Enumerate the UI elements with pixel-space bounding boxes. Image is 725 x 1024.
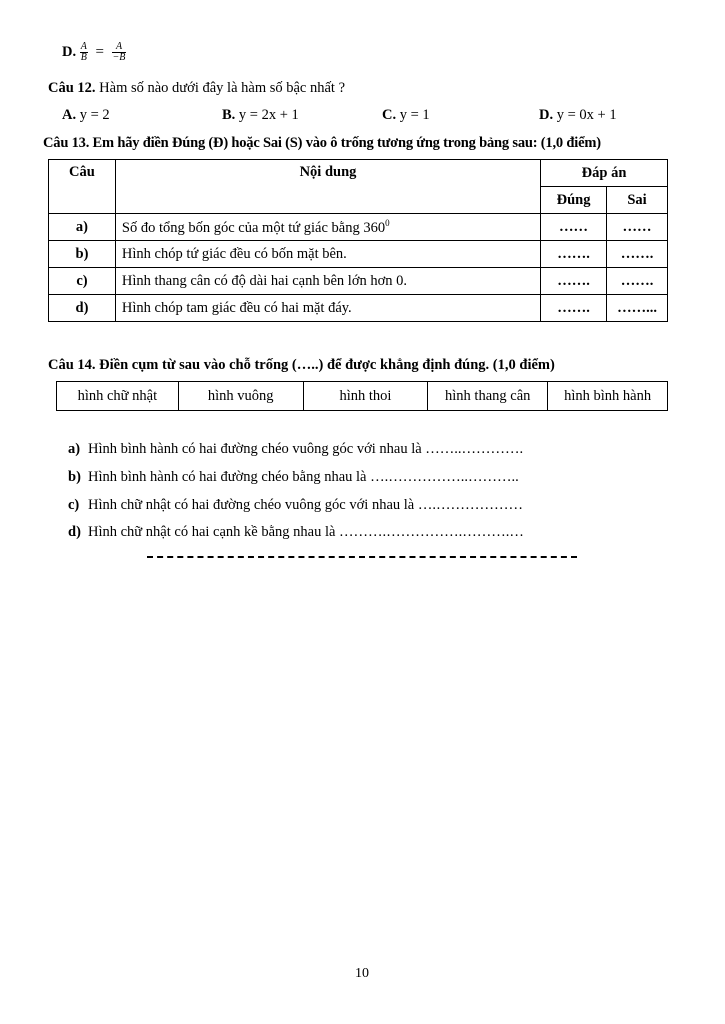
table-row bbox=[49, 214, 668, 241]
end-divider bbox=[147, 556, 577, 558]
item-text[interactable]: Hình bình hành có hai đường chéo vuông góc với nhau là ……..…………. bbox=[88, 441, 524, 457]
header-dap-an: Đáp án bbox=[541, 160, 668, 187]
page-number: 10 bbox=[355, 966, 369, 981]
fraction-rhs bbox=[112, 42, 127, 63]
equals-sign: = bbox=[95, 44, 104, 60]
phrase-cell: hình bình hành bbox=[548, 382, 668, 411]
answer-dung-blank[interactable]: ……. bbox=[541, 241, 607, 268]
header-cau: Câu bbox=[49, 160, 116, 214]
q12-option-b-label: B. bbox=[222, 107, 236, 123]
item-text[interactable]: Hình chữ nhật có hai đường chéo vuông góc với nhau là ….……………… bbox=[88, 497, 523, 513]
phrase-row bbox=[57, 382, 668, 411]
q14-title-text: Câu 14. Điền cụm từ sau vào chỗ trống (…..) để được khẳng định đúng. (1,0 điểm) bbox=[48, 357, 555, 373]
q13-title bbox=[43, 135, 601, 152]
row-content-text: Số đo tổng bốn góc của một tứ giác bằng 360 bbox=[121, 219, 386, 236]
q13-title-text: Câu 13. Em hãy điền Đúng (Đ) hoặc Sai (S) vào ô trống tương ứng trong bảng sau: (1,0 điểm) bbox=[43, 135, 601, 151]
item-id: a) bbox=[68, 441, 81, 457]
degree-superscript: 0 bbox=[385, 217, 390, 228]
header-noi-dung: Nội dung bbox=[115, 160, 540, 214]
q14-phrase-table bbox=[56, 381, 668, 411]
item-id: b) bbox=[68, 469, 81, 485]
q12-option-a-text: y = 2 bbox=[79, 107, 110, 123]
table-row bbox=[49, 295, 668, 322]
q12-option-b bbox=[222, 107, 299, 124]
q12-option-d-text: y = 0x + 1 bbox=[556, 107, 617, 123]
q13-table bbox=[48, 159, 668, 322]
row-content bbox=[115, 214, 540, 241]
item-text[interactable]: Hình bình hành có hai đường chéo bằng nhau là ….……………..……….. bbox=[88, 469, 519, 485]
row-id: d) bbox=[49, 295, 116, 322]
answer-sai-blank[interactable]: ……... bbox=[607, 295, 668, 322]
q12-option-c-text: y = 1 bbox=[399, 107, 430, 123]
q12-option-c-label: C. bbox=[382, 107, 397, 123]
item-text[interactable]: Hình chữ nhật có hai cạnh kề bằng nhau là ……….…………….……….… bbox=[88, 524, 524, 540]
row-content: Hình thang cân có độ dài hai cạnh bên lớn hơn 0. bbox=[115, 268, 540, 295]
answer-dung-blank[interactable]: ……. bbox=[541, 268, 607, 295]
row-id: b) bbox=[49, 241, 116, 268]
fraction-rhs-denominator: −B bbox=[112, 52, 126, 63]
answer-dung-blank[interactable]: …… bbox=[541, 214, 607, 241]
answer-sai-blank[interactable]: …… bbox=[607, 214, 668, 241]
item-id: d) bbox=[68, 524, 81, 540]
fraction-lhs-numerator: A bbox=[80, 41, 87, 52]
answer-sai-blank[interactable]: ……. bbox=[607, 268, 668, 295]
q14-title bbox=[48, 357, 555, 374]
list-item bbox=[68, 441, 523, 458]
q11-option-d-label: D. bbox=[62, 43, 77, 60]
answer-dung-blank[interactable]: ……. bbox=[541, 295, 607, 322]
q12-question bbox=[48, 80, 345, 97]
q12-label: Câu 12. bbox=[48, 80, 96, 96]
row-id: c) bbox=[49, 268, 116, 295]
q11-option-d bbox=[62, 42, 126, 63]
q12-option-d-label: D. bbox=[539, 107, 554, 123]
list-item bbox=[68, 497, 523, 514]
row-content: Hình chóp tam giác đều có hai mặt đáy. bbox=[115, 295, 540, 322]
row-content: Hình chóp tứ giác đều có bốn mặt bên. bbox=[115, 241, 540, 268]
q12-option-c bbox=[382, 107, 430, 124]
header-dung: Đúng bbox=[541, 187, 607, 214]
row-id: a) bbox=[49, 214, 116, 241]
q12-text: Hàm số nào dưới đây là hàm số bậc nhất ? bbox=[99, 80, 346, 96]
q13-header-row bbox=[49, 160, 668, 187]
table-row bbox=[49, 268, 668, 295]
phrase-cell: hình thoi bbox=[303, 382, 428, 411]
phrase-cell: hình thang cân bbox=[428, 382, 548, 411]
phrase-cell: hình chữ nhật bbox=[57, 382, 179, 411]
list-item bbox=[68, 524, 524, 541]
answer-sai-blank[interactable]: ……. bbox=[607, 241, 668, 268]
table-row bbox=[49, 241, 668, 268]
fraction-lhs-denominator: B bbox=[80, 52, 87, 63]
fraction-lhs bbox=[80, 42, 88, 63]
phrase-cell: hình vuông bbox=[178, 382, 303, 411]
q12-option-d bbox=[539, 107, 617, 124]
fraction-rhs-numerator: A bbox=[112, 42, 127, 53]
q12-option-a bbox=[62, 107, 110, 124]
item-id: c) bbox=[68, 497, 80, 513]
header-sai: Sai bbox=[607, 187, 668, 214]
list-item bbox=[68, 469, 519, 486]
q12-option-a-label: A. bbox=[62, 107, 77, 123]
q12-option-b-text: y = 2x + 1 bbox=[238, 107, 299, 123]
